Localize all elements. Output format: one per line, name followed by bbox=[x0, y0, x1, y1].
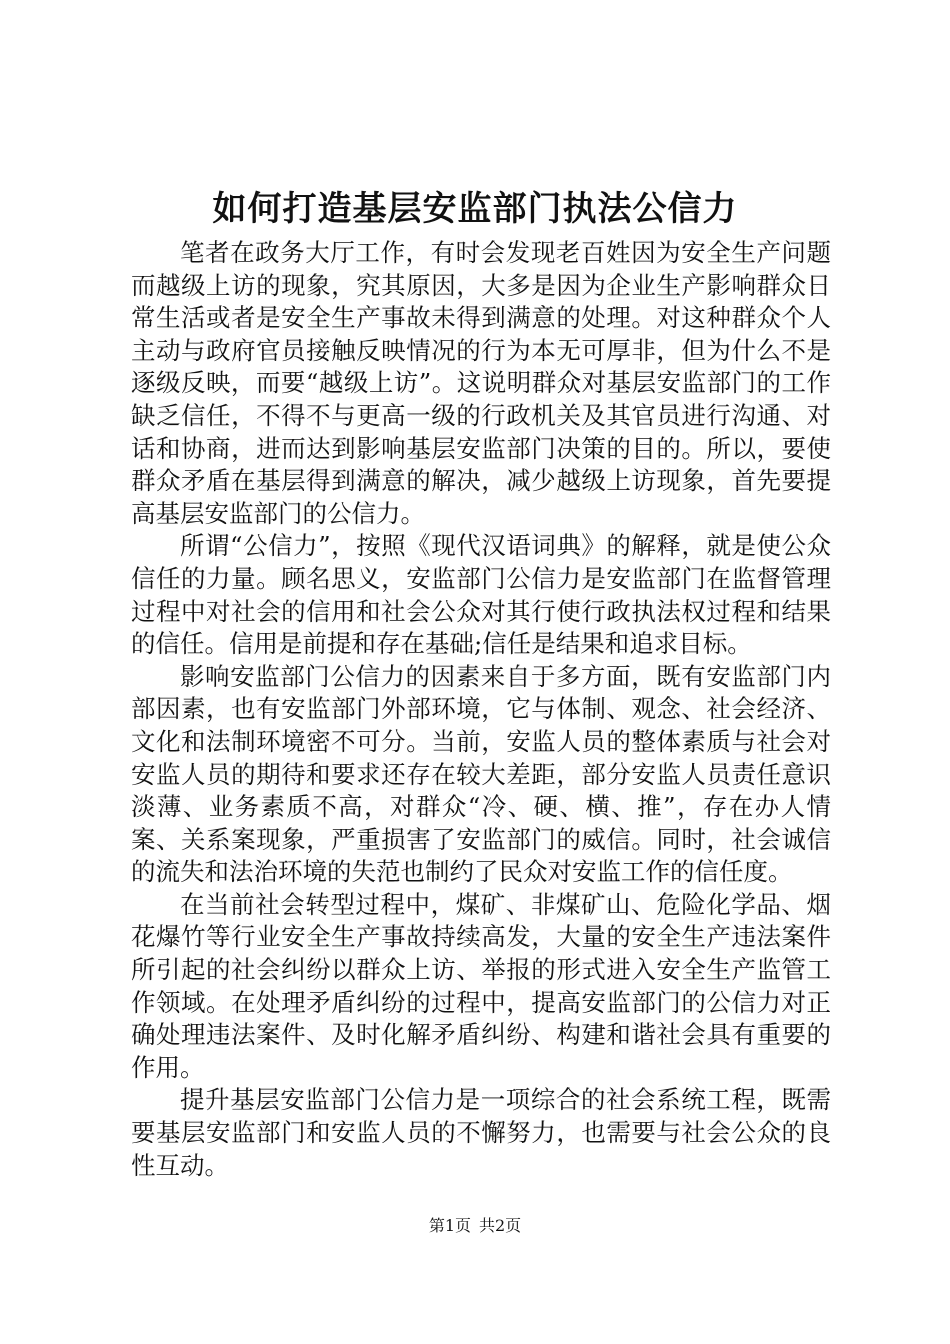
document-body bbox=[131, 237, 831, 1182]
paragraph: 所谓“公信力”，按照《现代汉语词典》的解释，就是使公众信任的力量。顾名思义，安监部门公信力是安监部门在监督管理过程中对社会的信用和社会公众对其行使行政执法权过程和结果的信任。信用是前提和存在基础;信任是结果和追求目标。 bbox=[131, 531, 831, 659]
page-number: 第1页 bbox=[428, 1216, 471, 1235]
page-total: 共2页 bbox=[479, 1216, 522, 1235]
paragraph: 在当前社会转型过程中，煤矿、非煤矿山、危险化学品、烟花爆竹等行业安全生产事故持续高发，大量的安全生产违法案件所引起的社会纠纷以群众上访、举报的形式进入安全生产监管工作领域。在处理矛盾纠纷的过程中，提高安监部门的公信力对正确处理违法案件、及时化解矛盾纠纷、构建和谐社会具有重要的作用。 bbox=[131, 889, 831, 1082]
paragraph: 提升基层安监部门公信力是一项综合的社会系统工程，既需要基层安监部门和安监人员的不懈努力，也需要与社会公众的良性互动。 bbox=[131, 1085, 831, 1180]
document-title: 如何打造基层安监部门执法公信力 bbox=[212, 189, 738, 229]
paragraph: 笔者在政务大厅工作，有时会发现老百姓因为安全生产问题而越级上访的现象，究其原因，大多是因为企业生产影响群众日常生活或者是安全生产事故未得到满意的处理。对这种群众个人主动与政府官员接触反映情况的行为本无可厚非，但为什么不是逐级反映，而要“越级上访”。这说明群众对基层安监部门的工作缺乏信任，不得不与更高一级的行政机关及其官员进行沟通、对话和协商，进而达到影响基层安监部门决策的目的。所以，要使群众矛盾在基层得到满意的解决，减少越级上访现象，首先要提高基层安监部门的公信力。 bbox=[131, 238, 831, 528]
page-footer bbox=[0, 1214, 950, 1238]
paragraph: 影响安监部门公信力的因素来自于多方面，既有安监部门内部因素，也有安监部门外部环境，它与体制、观念、社会经济、文化和法制环境密不可分。当前，安监人员的整体素质与社会对安监人员的期待和要求还存在较大差距，部分安监人员责任意识淡薄、业务素质不高，对群众“冷、硬、横、推”，存在办人情案、关系案现象，严重损害了安监部门的威信。同时，社会诚信的流失和法治环境的失范也制约了民众对安监工作的信任度。 bbox=[131, 661, 831, 887]
